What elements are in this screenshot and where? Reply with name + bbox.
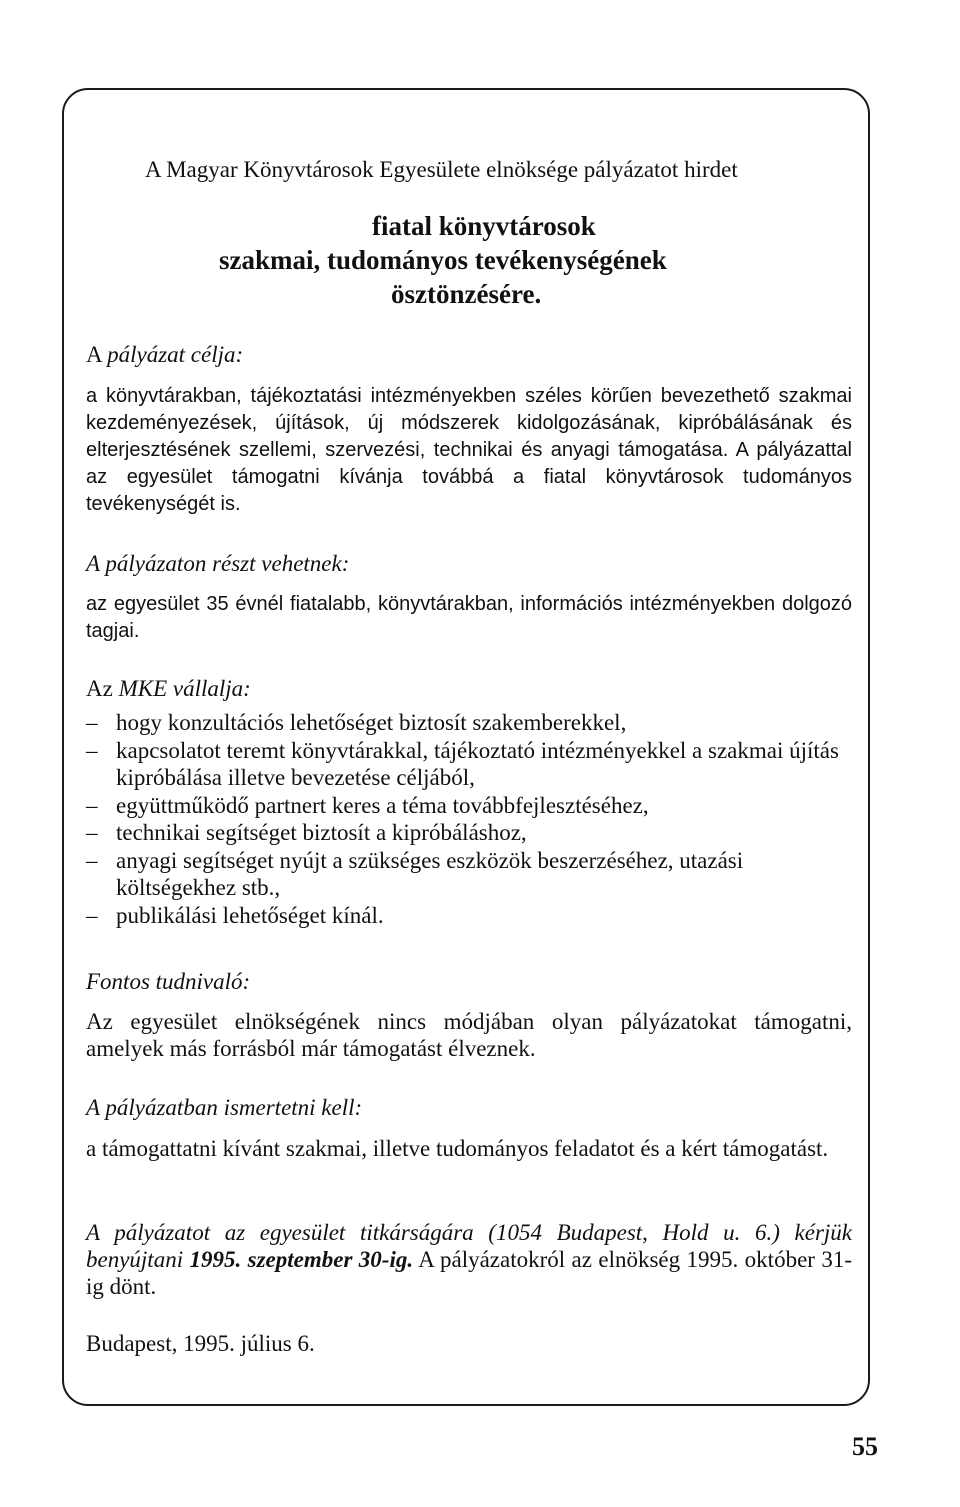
cel-text: a könyvtárakban, tájékoztatási intézményekben széles körűen bevezethető szakmai kezdeményezések, újítások, új módszerek kidolgozásának, kipróbálásának és elterjesztésének szellemi, szervezési, technikai és anyagi támogatása. A pályázattal az egyesület támogatni kívánja továbbá a fiatal könyvtárosok tudományos tevékenységét is. — [86, 385, 852, 515]
headline-line-2: szakmai, tudományos tevékenységének — [219, 245, 667, 275]
list-item-text: együttműködő partnert keres a téma továbbfejlesztéséhez, — [116, 792, 649, 818]
list-item-text: publikálási lehetőséget kínál. — [116, 902, 384, 928]
fontos-label: Fontos tudnivaló: — [86, 969, 251, 994]
list-item: – hogy konzultációs lehetőséget biztosít szakemberekkel, — [86, 710, 627, 735]
cel-label-italic: pályázat célja: — [107, 342, 244, 367]
list-item: – technikai segítséget biztosít a kipróbáláshoz, — [86, 820, 527, 845]
resztvevok-text: az egyesület 35 évnél fiatalabb, könyvtárakban, információs intézményekben dolgozó tagjai. — [86, 593, 852, 642]
ismertetni-label: A pályázatban ismertetni kell: — [86, 1095, 363, 1120]
beadas-text — [86, 1219, 852, 1300]
list-item-text: kapcsolatot teremt könyvtárakkal, tájékoztató intézményekkel a szakmai újítás kipróbálása illetve bevezetése céljából, — [116, 737, 839, 790]
beadas-deadline: 1995. szeptember 30-ig. — [189, 1247, 414, 1272]
mke-list — [86, 709, 852, 929]
headline-line-1: fiatal könyvtárosok — [372, 211, 596, 241]
cel-label — [86, 341, 243, 369]
page-number: 55 — [852, 1432, 878, 1461]
list-item: – anyagi segítséget nyújt a szükséges eszközök beszerzéséhez, utazási költségekhez stb., — [86, 847, 744, 900]
beadas-rest: A pályázatokról az elnökség 1995. október 31-ig dönt. — [86, 1247, 852, 1299]
resztvevok-label: A pályázaton részt vehetnek: — [86, 551, 350, 576]
mke-label-italic: MKE vállalja: — [118, 676, 251, 701]
cel-label-prefix: A — [86, 342, 108, 367]
list-item: – együttműködő partnert keres a téma továbbfejlesztéséhez, — [86, 792, 649, 818]
list-item-text: hogy konzultációs lehetőséget biztosít szakemberekkel, — [116, 710, 627, 735]
beadas-italic: A pályázatot az egyesület titkárságára (1054 Budapest, Hold u. 6.) kérjük benyújtani — [86, 1220, 852, 1272]
headline-line-3: ösztönzésére. — [391, 279, 542, 309]
intro-line: A Magyar Könyvtárosok Egyesülete elnöksége pályázatot hirdet — [145, 157, 738, 182]
mke-label-prefix: Az — [86, 676, 119, 701]
mke-label — [86, 675, 251, 703]
fontos-text: Az egyesület elnökségének nincs módjában olyan pályázatokat támogatni, amelyek más forrásból már támogatást élveznek. — [86, 1009, 852, 1061]
list-item-text: technikai segítséget biztosít a kipróbáláshoz, — [116, 820, 527, 845]
list-item: – publikálási lehetőséget kínál. — [86, 902, 384, 928]
list-item: – kapcsolatot teremt könyvtárakkal, tájékoztató intézményekkel a szakmai újítás kipróbálása illetve bevezetése céljából, — [86, 737, 839, 790]
list-item-text: anyagi segítséget nyújt a szükséges eszközök beszerzéséhez, utazási költségekhez stb., — [116, 847, 744, 900]
place-date: Budapest, 1995. július 6. — [86, 1331, 315, 1356]
ismertetni-text: a támogattatni kívánt szakmai, illetve tudományos feladatot és a kért támogatást. — [86, 1136, 829, 1161]
